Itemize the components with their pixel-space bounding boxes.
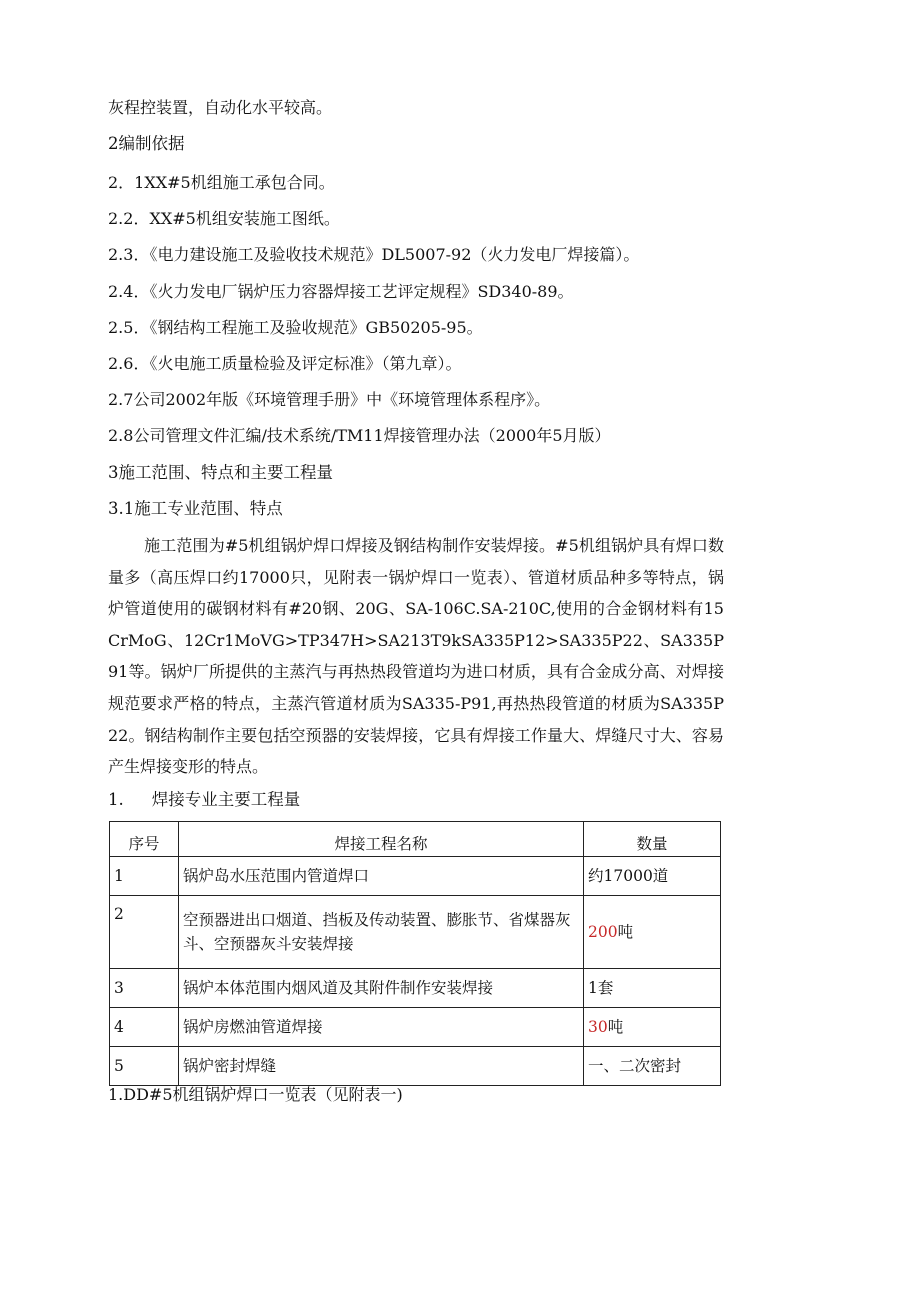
work-quantity: 约17000道 [584,857,721,896]
subsection-heading: 3.1施工专业范围、特点 [108,499,283,518]
row-number: 4 [110,1008,179,1047]
welding-work-table [109,821,721,1086]
table-row [110,969,721,1008]
table-row [110,1008,721,1047]
header-cell: 序号 [110,822,179,857]
heading-title: 焊接专业主要工程量 [151,790,301,809]
text-line: 2.2．XX#5机组安装施工图纸。 [108,209,340,228]
table-row [110,857,721,896]
quantity-value: 30 [588,1018,608,1036]
section-heading: 2编制依据 [108,134,185,153]
table-header-row [110,822,721,857]
text-line: 2.6．《火电施工质量检验及评定标准》（第九章）。 [108,354,462,373]
work-name: 锅炉本体范围内烟风道及其附件制作安装焊接 [179,969,584,1008]
row-number: 3 [110,969,179,1008]
work-quantity [584,1008,721,1047]
text-line: 2.3．《电力建设施工及验收技术规范》DL5007-92（火力发电厂焊接篇）。 [108,245,640,264]
header-cell: 焊接工程名称 [179,822,584,857]
row-number: 5 [110,1047,179,1086]
work-quantity: 1套 [584,969,721,1008]
text-line: 2.5．《钢结构工程施工及验收规范》GB50205-95。 [108,318,483,337]
work-name: 锅炉密封焊缝 [179,1047,584,1086]
work-quantity: 一、二次密封 [584,1047,721,1086]
quantity-unit: 吨 [607,1018,624,1036]
table-row [110,896,721,969]
quantity-value: 200 [588,923,618,941]
text-line: 2.8公司管理文件汇编/技术系统/TM11焊接管理办法（2000年5月版） [108,426,611,445]
paragraph-text: 施工范围为#5机组锅炉焊口焊接及钢结构制作安装焊接。#5机组锅炉具有焊口数量多（高压焊口约17000只，见附表一锅炉焊口一览表）、管道材质品种多等特点，锅炉管道使用的碳钢材料有#20钢、20G、SA-106C.SA-210C,使用的合金钢材料有15CrMoG、12Cr1MoVG>TP347H>SA213T9kSA335P12>SA335P22、SA335P91等。锅炉厂所提供的主蒸汽与再热热段管道均为进口材质，具有合金成分高、对焊接规范要求严格的特点，主蒸汽管道材质为SA335-P91,再热热段管道的材质为SA335P22。钢结构制作主要包括空预器的安装焊接，它具有焊接工作量大、焊缝尺寸大、容易产生焊接变形的特点。 [108,536,724,777]
work-name: 锅炉岛水压范围内管道焊口 [179,857,584,896]
text-line: 2.7公司2002年版《环境管理手册》中《环境管理体系程序》。 [108,390,551,409]
row-number: 1 [110,857,179,896]
work-name: 空预器进出口烟道、挡板及传动装置、膨胀节、省煤器灰斗、空预器灰斗安装焊接 [179,896,584,969]
text-line: 2．1XX#5机组施工承包合同。 [108,173,335,192]
section-heading: 3施工范围、特点和主要工程量 [108,463,333,482]
work-quantity [584,896,721,969]
header-cell: 数量 [584,822,721,857]
heading-number: 1. [108,790,124,809]
row-number: 2 [110,896,179,969]
scope-paragraph [108,530,724,783]
footer-line: 1.DD#5机组锅炉焊口一览表（见附表一) [108,1085,403,1104]
work-name: 锅炉房燃油管道焊接 [179,1008,584,1047]
table-row [110,1047,721,1086]
text-line: 灰程控装置，自动化水平较高。 [108,98,333,117]
quantity-unit: 吨 [617,923,634,941]
subsection-heading [108,790,300,810]
text-line: 2.4．《火力发电厂锅炉压力容器焊接工艺评定规程》SD340-89。 [108,282,574,301]
